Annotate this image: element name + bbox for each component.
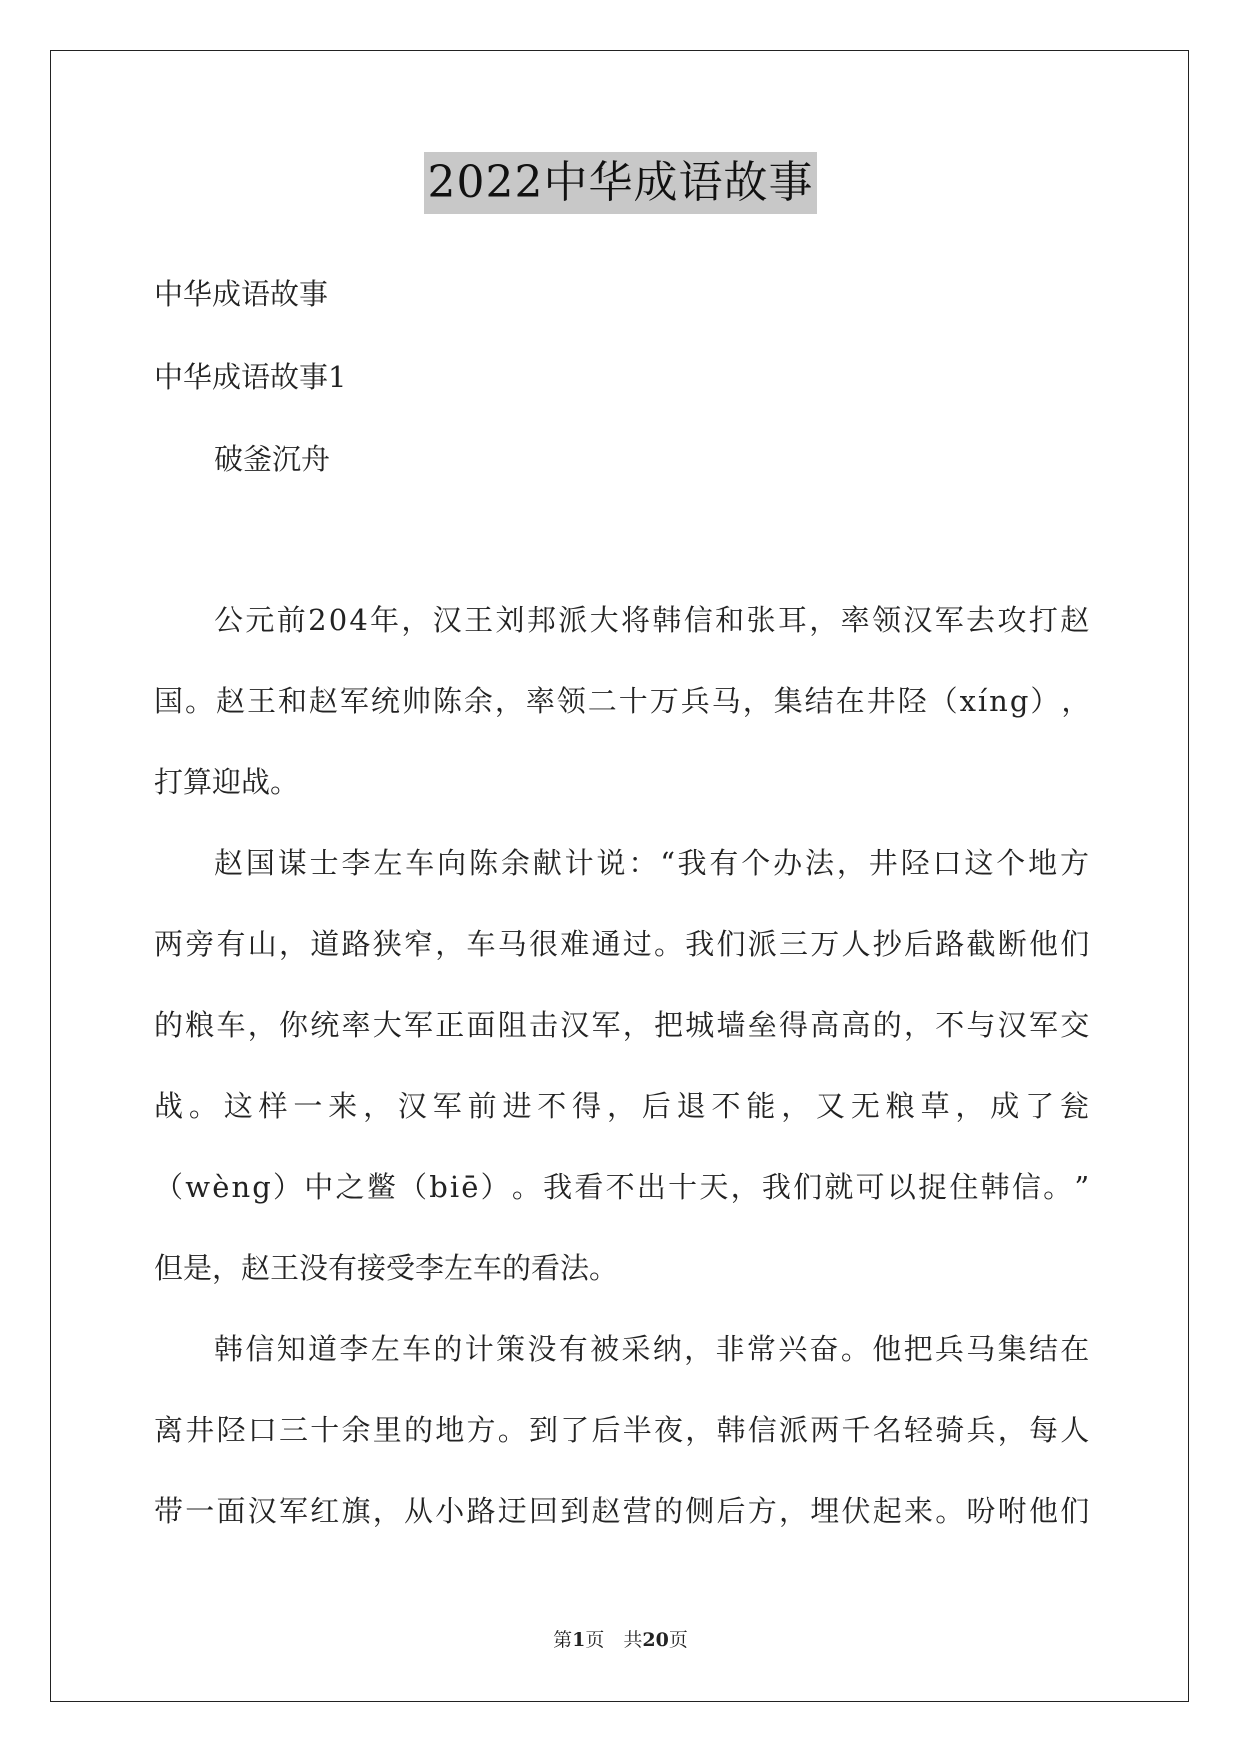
total-page-number: 20 xyxy=(642,1629,669,1651)
section-heading: 中华成语故事1 xyxy=(154,360,347,394)
paragraph-line: 的 粮 车 ， 你 统 率 大 军 正 面 阻 击 汉 军 ， 把 城 墙 垒 得 高 高 的 ， 不 与 汉 军 交 xyxy=(154,1008,1090,1042)
footer-suffix: 页 xyxy=(668,1629,688,1651)
paragraph-line: 国 。 赵 王 和 赵 军 统 帅 陈 余 ， 率 领 二 十 万 兵 马 ， 集 结 在 井 陉 （ x í n g ） ， xyxy=(154,684,1091,718)
page-footer xyxy=(0,1625,1241,1652)
paragraph-line: 两 旁 有 山 ， 道 路 狭 窄 ， 车 马 很 难 通 过 。 我 们 派 三 万 人 抄 后 路 截 断 他 们 xyxy=(154,927,1090,961)
paragraph-line: 韩 信 知 道 李 左 车 的 计 策 没 有 被 采 纳 ， 非 常 兴 奋 。 他 把 兵 马 集 结 在 xyxy=(214,1332,1090,1366)
story-title: 破釜沉舟 xyxy=(214,442,331,476)
paragraph-line: 赵 国 谋 士 李 左 车 向 陈 余 献 计 说 ： “ 我 有 个 办 法 ， 井 陉 口 这 个 地 方 xyxy=(214,846,1090,880)
paragraph-line: （ w è n g ） 中 之 鳖 （ b i ē ） 。 我 看 不 出 十 天 ， 我 们 就 可 以 捉 住 韩 信 。 ” xyxy=(154,1170,1090,1204)
footer-prefix: 第 xyxy=(553,1629,573,1651)
document-title: 2022中华成语故事 xyxy=(424,152,818,214)
paragraph-line: 但是，赵王没有接受李左车的看法。 xyxy=(154,1251,619,1285)
paragraph-line: 离 井 陉 口 三 十 余 里 的 地 方 。 到 了 后 半 夜 ， 韩 信 派 两 千 名 轻 骑 兵 ， 每 人 xyxy=(154,1413,1090,1447)
footer-mid: 页 共 xyxy=(585,1629,643,1651)
paragraph-line: 公 元 前 2 0 4 年 ， 汉 王 刘 邦 派 大 将 韩 信 和 张 耳 ， 率 领 汉 军 去 攻 打 赵 xyxy=(214,603,1090,637)
paragraph-line: 战 。 这 样 一 来 ， 汉 军 前 进 不 得 ， 后 退 不 能 ， 又 无 粮 草 ， 成 了 瓮 xyxy=(154,1089,1089,1123)
current-page-number: 1 xyxy=(572,1629,586,1651)
subtitle: 中华成语故事 xyxy=(154,277,329,311)
title-container xyxy=(0,152,1241,214)
paragraph-line: 带 一 面 汉 军 红 旗 ， 从 小 路 迂 回 到 赵 营 的 侧 后 方 ， 埋 伏 起 来 。 吩 咐 他 们 xyxy=(154,1494,1090,1528)
paragraph-line: 打算迎战。 xyxy=(154,765,300,799)
